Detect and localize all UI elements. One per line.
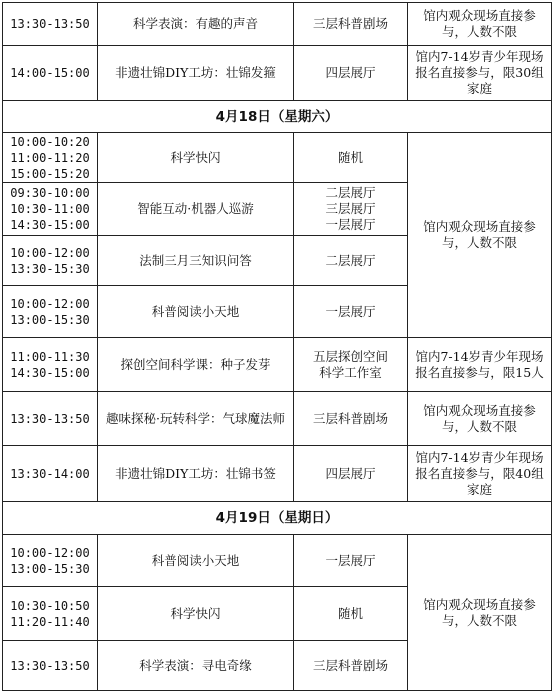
time-slot: 11:20-11:40 [10,614,90,629]
time-slot: 11:00-11:30 [10,349,90,364]
note-cell: 馆内观众现场直接参与，人数不限 [408,392,552,446]
day-heading-row [3,502,552,535]
location-line: 二层展厅 [325,252,376,268]
activity-cell: 科普阅读小天地 [98,286,294,338]
location-cell [294,133,408,183]
activity-cell: 智能互动·机器人巡游 [98,183,294,236]
time-cell [3,46,98,101]
activity-cell: 非遗壮锦DIY工坊：壮锦书签 [98,446,294,502]
table-row [3,133,552,183]
location-line: 随机 [337,149,363,165]
time-slot: 13:30-13:50 [10,411,90,426]
time-cell [3,446,98,502]
table-row [3,3,552,46]
location-cell [294,392,408,446]
time-slot: 14:30-15:00 [10,218,90,232]
activity-cell: 探创空间科学课：种子发芽 [98,338,294,392]
location-cell [294,446,408,502]
location-line: 三层科普剧场 [312,657,388,673]
location-line: 随机 [337,605,363,621]
time-slot: 10:00-12:00 [10,545,90,560]
time-slot: 13:30-13:50 [10,17,90,31]
time-slot: 10:00-12:00 [10,245,90,260]
time-slot: 13:30-14:00 [10,466,90,481]
note-cell: 馆内观众现场直接参与，人数不限 [408,3,552,46]
location-cell [294,3,408,46]
location-line: 三层科普剧场 [312,410,388,426]
time-slot: 15:00-15:20 [10,166,90,181]
activity-cell: 科学快闪 [98,133,294,183]
location-line: 二层展厅 [325,185,376,200]
time-cell [3,133,98,183]
activity-cell: 科学表演：有趣的声音 [98,3,294,46]
location-line: 一层展厅 [325,303,376,319]
time-slot: 14:00-15:00 [10,66,90,80]
location-cell [294,236,408,286]
day-heading-row [3,101,552,133]
time-slot: 14:30-15:00 [10,365,90,380]
time-cell [3,3,98,46]
location-line: 四层展厅 [325,65,376,80]
location-cell [294,286,408,338]
location-cell [294,641,408,691]
activity-cell: 趣味探秘·玩转科学：气球魔法师 [98,392,294,446]
location-line: 五层探创空间 [312,348,388,364]
time-cell [3,587,98,641]
time-cell [3,641,98,691]
note-cell: 馆内7-14岁青少年现场报名直接参与，限30组家庭 [408,46,552,101]
location-line: 四层展厅 [325,465,376,481]
note-cell-shared: 馆内观众现场直接参与，人数不限 [408,133,552,338]
time-cell [3,392,98,446]
table-row [3,338,552,392]
day-heading: 4月18日（星期六） [3,101,552,133]
table-row [3,46,552,101]
table-row [3,392,552,446]
location-line: 三层展厅 [325,201,376,216]
time-cell [3,236,98,286]
location-cell [294,183,408,236]
time-cell [3,183,98,236]
time-cell [3,286,98,338]
location-cell [294,587,408,641]
time-cell [3,338,98,392]
time-cell [3,535,98,587]
time-slot: 10:00-10:20 [10,134,90,149]
time-slot: 10:30-10:50 [10,598,90,613]
table-row [3,535,552,587]
location-line: 一层展厅 [325,552,376,568]
note-cell-shared: 馆内观众现场直接参与，人数不限 [408,535,552,691]
activity-cell: 科学快闪 [98,587,294,641]
time-slot: 09:30-10:00 [10,186,90,200]
time-slot: 11:00-11:20 [10,150,90,165]
location-line: 科学工作室 [319,364,382,380]
day-heading: 4月19日（星期日） [3,502,552,535]
schedule-table [2,2,552,691]
location-cell [294,46,408,101]
location-cell [294,338,408,392]
location-line: 一层展厅 [325,217,376,232]
time-slot: 13:30-15:30 [10,261,90,276]
activity-cell: 法制三月三知识问答 [98,236,294,286]
time-slot: 13:00-15:30 [10,561,90,576]
time-slot: 13:00-15:30 [10,312,90,327]
time-slot: 10:30-11:00 [10,202,90,216]
activity-cell: 科普阅读小天地 [98,535,294,587]
activity-cell: 非遗壮锦DIY工坊：壮锦发箍 [98,46,294,101]
location-line: 三层科普剧场 [312,16,388,31]
note-cell: 馆内7-14岁青少年现场报名直接参与，限40组家庭 [408,446,552,502]
table-row [3,446,552,502]
note-cell: 馆内7-14岁青少年现场报名直接参与，限15人 [408,338,552,392]
activity-cell: 科学表演：寻电奇缘 [98,641,294,691]
location-cell [294,535,408,587]
time-slot: 13:30-13:50 [10,658,90,673]
time-slot: 10:00-12:00 [10,296,90,311]
